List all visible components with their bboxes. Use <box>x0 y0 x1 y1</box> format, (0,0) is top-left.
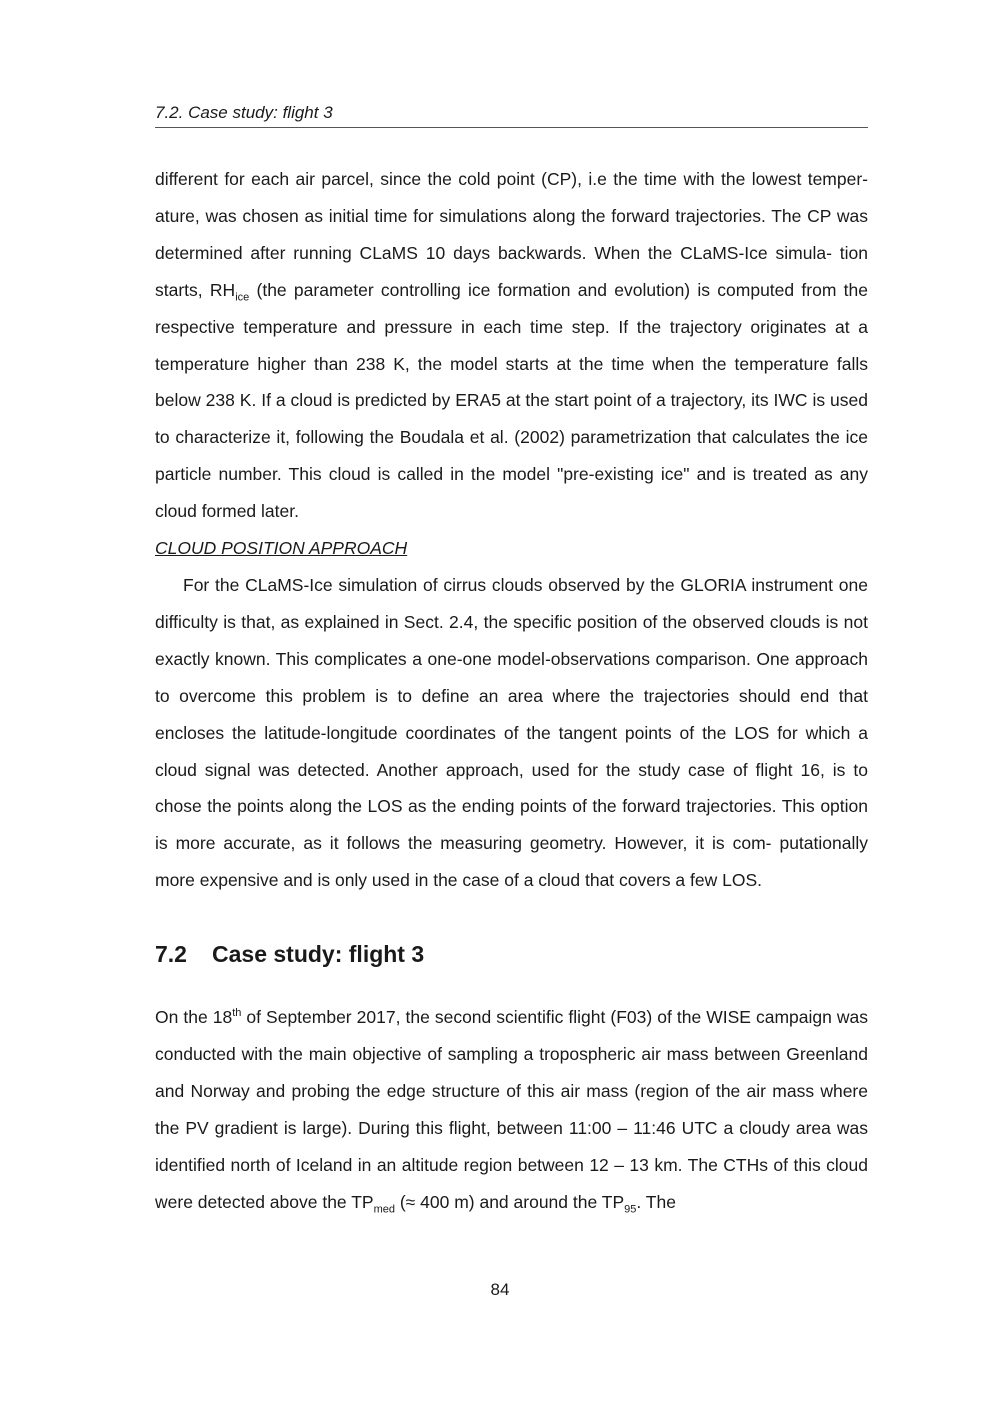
section-number: 7.2 <box>155 941 187 968</box>
paragraph-text: . The <box>636 1191 676 1212</box>
subscript-med: med <box>373 1203 395 1216</box>
paragraph-flight-3 <box>155 999 868 1220</box>
subscript-95: 95 <box>624 1203 637 1216</box>
page-number: 84 <box>490 1280 510 1299</box>
paragraph-text: (the parameter controlling ice formation and evolution) is computed from the respective temperature and pressure in each time step. If the trajectory originates at a temperature higher than 238 K, the model starts at the time when the temperature falls below 238 K. If a cloud is predicted by ERA5 at the start point of a trajectory, its IWC is used to characterize it, following the Boudala et al. (2002) parametrization that calculates the ice particle number. This cloud is called in the model "pre-existing ice" and is treated as any cloud formed later. <box>155 279 868 522</box>
body-text <box>155 161 868 1221</box>
subsection-title-cloud-position: CLOUD POSITION APPROACH <box>155 538 408 559</box>
superscript-th: th <box>232 1007 242 1020</box>
section-heading <box>155 939 868 969</box>
paragraph-text: of September 2017, the second scientific flight (F03) of the WISE campaign was conducted with the main objective of sampling a tropospheric air mass between Greenland and Norway and probing the edge structure of this air mass (region of the air mass where the PV gradient is large). During this flight, between 11:00 – 11:46 UTC a cloudy area was identified north of Iceland in an altitude region between 12 – 13 km. The CTHs of this cloud were detected above the TP <box>155 1007 868 1212</box>
paragraph-text: On the 18 <box>155 1007 233 1028</box>
subscript-ice: ice <box>235 291 250 304</box>
paragraph-cold-point <box>155 161 868 530</box>
paragraph-text: (≈ 400 m) and around the TP <box>394 1191 625 1212</box>
paragraph-cloud-position: For the CLaMS-Ice simulation of cirrus clouds observed by the GLORIA instrument one difficulty is that, as explained in Sect. 2.4, the specific position of the observed clouds is not exactly known. This complicates a one-one model-observations comparison. One approach to overcome this problem is to define an area where the trajectories should end that encloses the latitude-longitude coordinates of the tangent points of the LOS for which a cloud signal was detected. Another approach, used for the study case of flight 16, is to chose the points along the LOS as the ending points of the forward trajectories. This option is more accurate, as it follows the measuring geometry. However, it is com- putationally more expensive and is only used in the case of a cloud that covers a few LOS. <box>155 574 868 891</box>
section-title: Case study: flight 3 <box>212 941 425 968</box>
running-header: 7.2. Case study: flight 3 <box>155 103 868 128</box>
paragraph-text: different for each air parcel, since the cold point (CP), i.e the time with the lowest temper- ature, was chosen as initial time for simulations along the forward trajectories. The CP was determined after running CLaMS 10 days backwards. When the CLaMS-Ice simula- tion starts, RH <box>155 169 868 300</box>
